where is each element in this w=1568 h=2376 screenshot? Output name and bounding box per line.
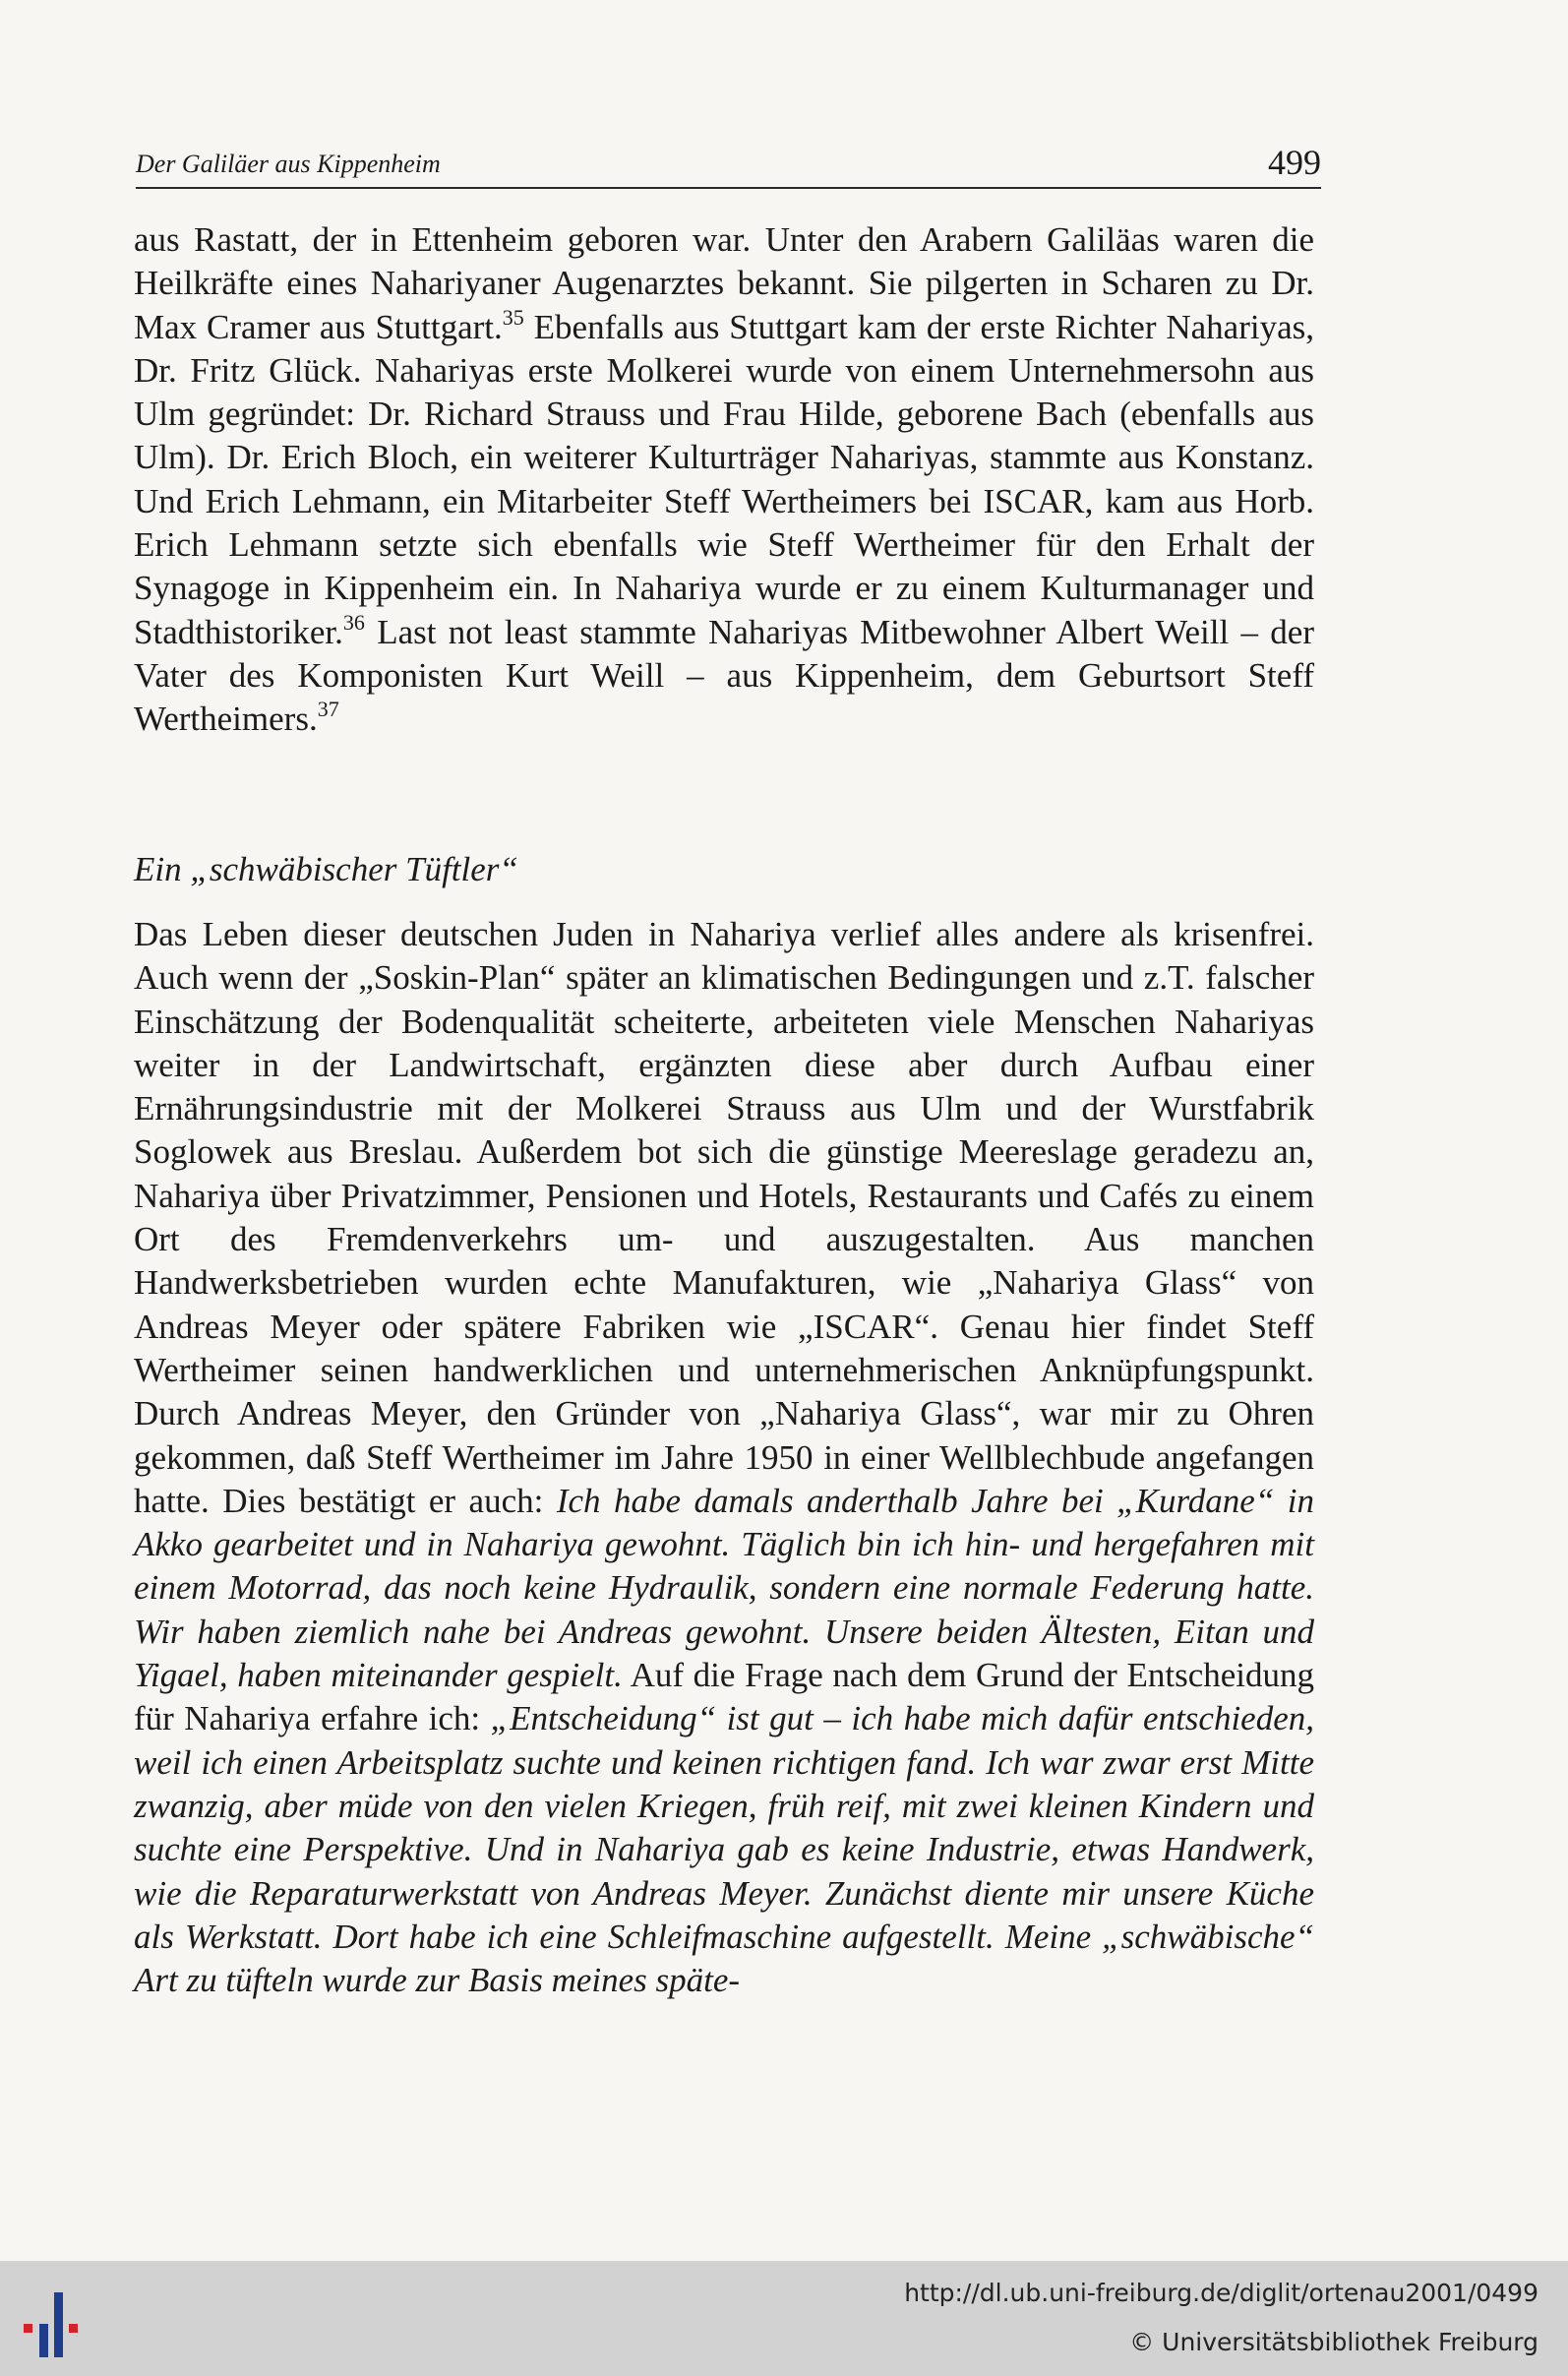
- paragraph-1-text-c: Last not least stammte Nahariyas Mitbewohner Albert Weill – der Vater des Komponisten Kurt Weill – aus Kippenheim, dem Geburtsort Steff Wertheimers.: [134, 612, 1314, 739]
- paragraph-2-text-b: Auf die Frage nach dem Grund der Entscheidung für Nahariya erfahre ich:: [134, 1656, 1315, 1738]
- quote-1: Ich habe damals anderthalb Jahre bei „Kurdane“ in Akko gearbeitet und in Nahariya gewohnt. Täglich bin ich hin- und hergefahren mit einem Motorrad, das noch keine Hydraulik, sondern eine normale Federung hatte. Wir haben ziemlich nahe bei Andreas gewohnt. Unsere beiden Ältesten, Eitan und Yigael, haben miteinander gespielt.: [134, 1481, 1314, 1695]
- paragraph-2: [134, 913, 1314, 2002]
- section-heading: Ein „schwäbischer Tüftler“: [134, 850, 518, 888]
- footnote-ref-36: 36: [342, 609, 365, 635]
- running-title: Der Galiläer aus Kippenheim: [136, 150, 441, 178]
- permalink[interactable]: http://dl.ub.uni-freiburg.de/diglit/ortenau2001/0499: [904, 2279, 1538, 2307]
- ub-freiburg-logo-icon: [22, 2285, 100, 2363]
- viewer-footer: [0, 2261, 1568, 2376]
- paragraph-1-text-a: aus Rastatt, der in Ettenheim geboren war. Unter den Arabern Galiläas waren die Heilkräfte eines Nahariyaner Augenarztes bekannt. Sie pilgerten in Scharen zu Dr. Max Cramer aus Stuttgart.: [134, 220, 1314, 346]
- running-head: [136, 140, 1321, 189]
- paragraph-1-text-b: Ebenfalls aus Stuttgart kam der erste Richter Nahariyas, Dr. Fritz Glück. Nahariyas erste Molkerei wurde von einem Unternehmersohn aus Ulm gegründet: Dr. Richard Strauss und Frau Hilde, geborene Bach (ebenfalls aus Ulm). Dr. Erich Bloch, ein weiterer Kulturträger Nahariyas, stammte aus Konstanz. Und Erich Lehmann, ein Mitarbeiter Steff Wertheimers bei ISCAR, kam aus Horb. Erich Lehmann setzte sich ebenfalls wie Steff Wertheimer für den Erhalt der Synagoge in Kippenheim ein. In Nahariya wurde er zu einem Kulturmanager und Stadthistoriker.: [134, 307, 1315, 651]
- footnote-ref-35: 35: [502, 304, 524, 330]
- paragraph-2-text-a: Das Leben dieser deutschen Juden in Nahariya verlief alles andere als krisenfrei. Auch wenn der „Soskin-Plan“ später an klimatischen Bedingungen und z.T. falscher Einschätzung der Bodenqualität scheiterte, arbeiteten viele Menschen Nahariyas weiter in der Landwirtschaft, ergänzten diese aber durch Aufbau einer Ernährungsindustrie mit der Molkerei Strauss aus Ulm und der Wurstfabrik Soglowek aus Breslau. Außerdem bot sich die günstige Meereslage geradezu an, Nahariya über Privatzimmer, Pensionen und Hotels, Restaurants und Cafés zu einem Ort des Fremdenverkehrs um- und auszugestalten. Aus manchen Handwerksbetrieben wurden echte Manufakturen, wie „Nahariya Glass“ von Andreas Meyer oder spätere Fabriken wie „ISCAR“. Genau hier findet Steff Wertheimer seinen handwerklichen und unternehmerischen Anknüpfungspunkt. Durch Andreas Meyer, den Gründer von „Nahariya Glass“, war mir zu Ohren gekommen, daß Steff Wertheimer im Jahre 1950 in einer Wellblechbude angefangen hatte. Dies bestätigt er auch:: [134, 915, 1314, 1520]
- paragraph-1: [134, 218, 1314, 742]
- quote-2: „Entscheidung“ ist gut – ich habe mich dafür entschieden, weil ich einen Arbeitsplatz suchte und keinen richtigen fand. Ich war zwar erst Mitte zwanzig, aber müde von den vielen Kriegen, früh reif, mit zwei kleinen Kindern und suchte eine Perspektive. Und in Nahariya gab es keine Industrie, etwas Handwerk, wie die Reparaturwerkstatt von Andreas Meyer. Zunächst diente mir unsere Küche als Werkstatt. Dort habe ich eine Schleifmaschine aufgestellt. Meine „schwäbische“ Art zu tüfteln wurde zur Basis meines späte-: [134, 1699, 1314, 2000]
- page-number: 499: [1268, 143, 1321, 182]
- footnote-ref-37: 37: [317, 697, 339, 722]
- copyright-notice: © Universitätsbibliothek Freiburg: [1129, 2328, 1538, 2356]
